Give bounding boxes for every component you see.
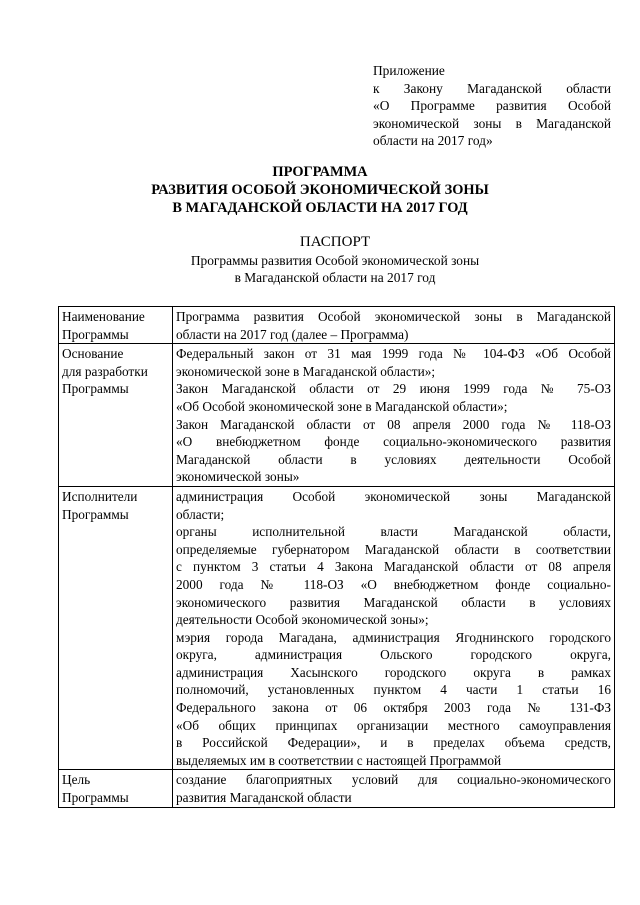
title-line: РАЗВИТИЯ ОСОБОЙ ЭКОНОМИЧЕСКОЙ ЗОНЫ	[151, 182, 489, 198]
appendix-line: экономической зоны в Магаданской	[373, 115, 611, 131]
row-value-line: выделяемых им в соответствии с настоящей Программой	[176, 752, 502, 768]
row-value-cell	[173, 307, 615, 344]
passport-subtitle-line: в Магаданской области на 2017 год	[234, 270, 436, 285]
row-value-line: создание благоприятных условий для социально-экономического	[176, 772, 611, 788]
row-value-line: Закон Магаданской области от 08 апреля 2000 года № 118-ОЗ	[176, 416, 611, 432]
row-label-cell	[59, 486, 173, 770]
row-label-line: Программы	[62, 790, 129, 806]
row-value-line: экономического развития Магаданской области в условиях	[176, 594, 611, 610]
row-label-line: Программы	[62, 381, 129, 397]
row-value-line: мэрия города Магадана, администрация Ягоднинского городского	[176, 629, 611, 645]
title-line: ПРОГРАММА	[272, 164, 368, 180]
row-value-line: Закон Магаданской области от 29 июня 1999 года № 75-ОЗ	[176, 381, 611, 397]
table-row	[59, 486, 615, 770]
row-label-line: Программы	[62, 506, 129, 522]
row-value-cell	[173, 770, 615, 807]
program-title	[0, 163, 640, 217]
row-label-line: Исполнители	[62, 488, 138, 504]
row-value-line: Федеральный закон от 31 мая 1999 года № 104-ФЗ «Об Особой	[176, 346, 611, 362]
appendix-note	[373, 62, 611, 150]
appendix-line: Приложение	[373, 63, 445, 78]
row-value-line: экономической зоны»	[176, 469, 300, 485]
row-value-line: Магаданской области в условиях деятельности Особой	[176, 451, 611, 467]
row-label-line: Наименование	[62, 309, 145, 324]
table-row	[59, 344, 615, 487]
appendix-line: к Закону Магаданской области	[373, 80, 611, 96]
row-label-cell	[59, 344, 173, 487]
row-label-cell	[59, 770, 173, 807]
row-value-line: с пунктом 3 статьи 4 Закона Магаданской области от 08 апреля	[176, 559, 611, 575]
row-value-line: администрация Хасынского городского округа в рамках	[176, 664, 611, 680]
row-value-line: области на 2017 год (далее – Программа)	[176, 326, 409, 342]
row-value-line: полномочий, установленных пунктом 4 части 1 статьи 16	[176, 682, 611, 698]
row-value-line: экономической зоне в Магаданской области»;	[176, 363, 436, 379]
row-label-line: для разработки	[62, 363, 148, 379]
row-value-cell	[173, 486, 615, 770]
appendix-line: «О Программе развития Особой	[373, 98, 611, 114]
row-value-line: «О внебюджетном фонде социально-экономического развития	[176, 434, 611, 450]
row-label-line: Программы	[62, 326, 129, 342]
row-value-line: округа, администрация Ольского городского округа,	[176, 647, 611, 663]
table-row	[59, 307, 615, 344]
row-value-line: деятельности Особой экономической зоны»;	[176, 612, 429, 628]
table-row	[59, 770, 615, 807]
title-line: В МАГАДАНСКОЙ ОБЛАСТИ НА 2017 ГОД	[172, 200, 468, 216]
row-value-line: развития Магаданской области	[176, 790, 352, 806]
row-label-cell	[59, 307, 173, 344]
row-value-cell	[173, 344, 615, 487]
passport-heading: ПАСПОРТ	[299, 234, 371, 250]
row-value-line: области;	[176, 506, 225, 522]
row-value-line: «Об Особой экономической зоне в Магаданской области»;	[176, 398, 508, 414]
row-value-line: администрация Особой экономической зоны Магаданской	[176, 488, 611, 504]
passport-subtitle-line: Программы развития Особой экономической зоны	[190, 253, 480, 268]
row-value-line: «Об общих принципах организации местного самоуправления	[176, 717, 611, 733]
appendix-line: области на 2017 год»	[373, 133, 493, 149]
row-label-line: Основание	[62, 346, 124, 362]
row-value-line: Федерального закона от 06 октября 2003 года № 131-ФЗ	[176, 700, 611, 716]
row-value-line: органы исполнительной власти Магаданской области,	[176, 524, 611, 540]
passport-table	[58, 306, 615, 808]
row-value-line: 2000 года № 118-ОЗ «О внебюджетном фонде социально-	[176, 576, 611, 592]
row-label-line: Цель	[62, 772, 91, 788]
passport-subtitle	[0, 252, 640, 286]
row-value-line: определяемые губернатором Магаданской области в соответствии	[176, 541, 611, 557]
row-value-line: Программа развития Особой экономической зоны в Магаданской	[176, 309, 611, 324]
row-value-line: в Российской Федерации», и в пределах объема средств,	[176, 735, 611, 751]
